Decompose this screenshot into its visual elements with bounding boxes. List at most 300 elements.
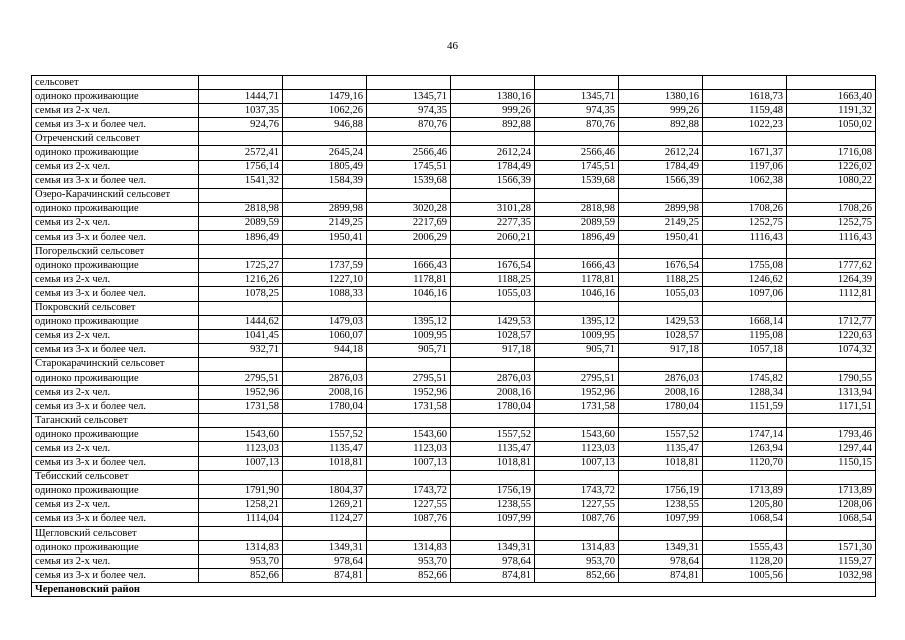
- value-cell: [787, 245, 876, 259]
- value-cell: 905,71: [367, 343, 451, 357]
- row-label: семья из 3-х и более чел.: [32, 231, 199, 245]
- value-cell: [367, 470, 451, 484]
- value-cell: 1745,82: [703, 371, 787, 385]
- value-cell: 932,71: [199, 343, 283, 357]
- value-cell: 2566,46: [367, 146, 451, 160]
- value-cell: [283, 132, 367, 146]
- value-cell: [451, 132, 535, 146]
- value-cell: 1663,40: [787, 90, 876, 104]
- value-cell: [283, 76, 367, 90]
- value-cell: 1791,90: [199, 484, 283, 498]
- value-cell: 1028,57: [619, 329, 703, 343]
- value-cell: 1952,96: [367, 386, 451, 400]
- value-cell: 1349,31: [283, 541, 367, 555]
- table-row: [32, 76, 876, 90]
- table-row: [32, 104, 876, 118]
- value-cell: [367, 414, 451, 428]
- value-cell: 1712,77: [787, 315, 876, 329]
- value-cell: 1037,35: [199, 104, 283, 118]
- page-number: 46: [447, 40, 458, 52]
- value-cell: 1804,37: [283, 484, 367, 498]
- value-cell: 870,76: [367, 118, 451, 132]
- value-cell: 1756,19: [619, 484, 703, 498]
- value-cell: [199, 76, 283, 90]
- value-cell: 1114,04: [199, 512, 283, 526]
- value-cell: 1584,39: [283, 174, 367, 188]
- value-cell: [199, 527, 283, 541]
- value-cell: 892,88: [451, 118, 535, 132]
- table-row: [32, 202, 876, 216]
- value-cell: 2876,03: [283, 371, 367, 385]
- value-cell: 1150,15: [787, 456, 876, 470]
- value-cell: [787, 414, 876, 428]
- value-cell: 1078,25: [199, 287, 283, 301]
- value-cell: [451, 76, 535, 90]
- value-cell: 1395,12: [535, 315, 619, 329]
- value-cell: 2876,03: [451, 371, 535, 385]
- value-cell: 1543,60: [199, 428, 283, 442]
- row-label: Таганский сельсовет: [32, 414, 199, 428]
- value-cell: 2006,29: [367, 231, 451, 245]
- value-cell: 1120,70: [703, 456, 787, 470]
- value-cell: [787, 301, 876, 315]
- district-header-row: [32, 583, 876, 597]
- row-label: семья из 2-х чел.: [32, 329, 199, 343]
- value-cell: [367, 301, 451, 315]
- value-cell: 1571,30: [787, 541, 876, 555]
- value-cell: 1018,81: [283, 456, 367, 470]
- value-cell: [451, 245, 535, 259]
- value-cell: 1227,10: [283, 273, 367, 287]
- value-cell: 1539,68: [535, 174, 619, 188]
- value-cell: 2089,59: [535, 216, 619, 230]
- value-cell: 1238,55: [451, 498, 535, 512]
- value-cell: 2612,24: [619, 146, 703, 160]
- value-cell: 1022,23: [703, 118, 787, 132]
- value-cell: 1780,04: [451, 400, 535, 414]
- row-label: семья из 3-х и более чел.: [32, 343, 199, 357]
- value-cell: 1018,81: [619, 456, 703, 470]
- value-cell: 870,76: [535, 118, 619, 132]
- value-cell: [451, 414, 535, 428]
- value-cell: [199, 132, 283, 146]
- value-cell: 1197,06: [703, 160, 787, 174]
- row-label: семья из 3-х и более чел.: [32, 118, 199, 132]
- table-row: [32, 569, 876, 583]
- value-cell: [703, 132, 787, 146]
- table-row: [32, 90, 876, 104]
- value-cell: 852,66: [367, 569, 451, 583]
- value-cell: [199, 357, 283, 371]
- value-cell: 1226,02: [787, 160, 876, 174]
- value-cell: 3101,28: [451, 202, 535, 216]
- value-cell: 1062,26: [283, 104, 367, 118]
- value-cell: 874,81: [619, 569, 703, 583]
- row-label: семья из 2-х чел.: [32, 216, 199, 230]
- value-cell: 1123,03: [199, 442, 283, 456]
- value-cell: 1566,39: [619, 174, 703, 188]
- value-cell: 1557,52: [451, 428, 535, 442]
- value-cell: 1007,13: [199, 456, 283, 470]
- table-row: [32, 343, 876, 357]
- value-cell: 1050,02: [787, 118, 876, 132]
- value-cell: 944,18: [283, 343, 367, 357]
- value-cell: 1784,49: [451, 160, 535, 174]
- value-cell: [367, 245, 451, 259]
- value-cell: 1952,96: [199, 386, 283, 400]
- value-cell: 1227,55: [535, 498, 619, 512]
- value-cell: [703, 470, 787, 484]
- value-cell: 1055,03: [619, 287, 703, 301]
- value-cell: 852,66: [535, 569, 619, 583]
- value-cell: 1731,58: [367, 400, 451, 414]
- value-cell: [283, 188, 367, 202]
- table-row: [32, 357, 876, 371]
- value-cell: [535, 188, 619, 202]
- value-cell: 1068,54: [703, 512, 787, 526]
- value-cell: [535, 132, 619, 146]
- value-cell: [283, 245, 367, 259]
- value-cell: 953,70: [367, 555, 451, 569]
- value-cell: 1743,72: [535, 484, 619, 498]
- value-cell: 999,26: [451, 104, 535, 118]
- tariff-table: [31, 75, 876, 597]
- value-cell: 3020,28: [367, 202, 451, 216]
- value-cell: 1731,58: [199, 400, 283, 414]
- value-cell: 1088,33: [283, 287, 367, 301]
- value-cell: 2008,16: [451, 386, 535, 400]
- value-cell: 1345,71: [367, 90, 451, 104]
- value-cell: 1539,68: [367, 174, 451, 188]
- row-label: одиноко проживающие: [32, 202, 199, 216]
- value-cell: 1745,51: [535, 160, 619, 174]
- table-row: [32, 456, 876, 470]
- value-cell: 1313,94: [787, 386, 876, 400]
- value-cell: 1543,60: [535, 428, 619, 442]
- value-cell: 1128,20: [703, 555, 787, 569]
- value-cell: 1713,89: [787, 484, 876, 498]
- value-cell: 2217,69: [367, 216, 451, 230]
- value-cell: [703, 245, 787, 259]
- value-cell: [703, 527, 787, 541]
- value-cell: 1041,45: [199, 329, 283, 343]
- value-cell: [535, 357, 619, 371]
- row-label: одиноко проживающие: [32, 541, 199, 555]
- value-cell: [535, 76, 619, 90]
- value-cell: 1159,48: [703, 104, 787, 118]
- value-cell: [199, 188, 283, 202]
- value-cell: 2060,21: [451, 231, 535, 245]
- value-cell: 1068,54: [787, 512, 876, 526]
- row-label: семья из 3-х и более чел.: [32, 287, 199, 301]
- row-label: семья из 2-х чел.: [32, 273, 199, 287]
- value-cell: 1666,43: [367, 259, 451, 273]
- value-cell: 1046,16: [535, 287, 619, 301]
- value-cell: 1208,06: [787, 498, 876, 512]
- value-cell: 1007,13: [535, 456, 619, 470]
- value-cell: 1395,12: [367, 315, 451, 329]
- table-row: [32, 174, 876, 188]
- value-cell: 2795,51: [535, 371, 619, 385]
- table-row: [32, 371, 876, 385]
- value-cell: 905,71: [535, 343, 619, 357]
- table-row: [32, 442, 876, 456]
- value-cell: [283, 527, 367, 541]
- value-cell: 2876,03: [619, 371, 703, 385]
- row-label: Щегловский сельсовет: [32, 527, 199, 541]
- table-row: [32, 245, 876, 259]
- value-cell: [451, 527, 535, 541]
- value-cell: 1055,03: [451, 287, 535, 301]
- row-label: одиноко проживающие: [32, 484, 199, 498]
- table-row: [32, 118, 876, 132]
- value-cell: 1246,62: [703, 273, 787, 287]
- value-cell: 1780,04: [283, 400, 367, 414]
- value-cell: 874,81: [283, 569, 367, 583]
- value-cell: 1557,52: [619, 428, 703, 442]
- value-cell: 1541,32: [199, 174, 283, 188]
- value-cell: 924,76: [199, 118, 283, 132]
- value-cell: 1479,16: [283, 90, 367, 104]
- value-cell: 1116,43: [703, 231, 787, 245]
- value-cell: 1097,99: [451, 512, 535, 526]
- value-cell: 1666,43: [535, 259, 619, 273]
- table-row: [32, 146, 876, 160]
- value-cell: 1124,27: [283, 512, 367, 526]
- value-cell: 1780,04: [619, 400, 703, 414]
- table-row: [32, 428, 876, 442]
- value-cell: 1159,27: [787, 555, 876, 569]
- value-cell: 978,64: [451, 555, 535, 569]
- value-cell: 1258,21: [199, 498, 283, 512]
- value-cell: 1444,71: [199, 90, 283, 104]
- table-row: [32, 386, 876, 400]
- value-cell: [535, 414, 619, 428]
- value-cell: 1713,89: [703, 484, 787, 498]
- value-cell: [619, 76, 703, 90]
- row-label: семья из 3-х и более чел.: [32, 400, 199, 414]
- value-cell: 2645,24: [283, 146, 367, 160]
- value-cell: 1349,31: [619, 541, 703, 555]
- value-cell: 1708,26: [703, 202, 787, 216]
- row-label: семья из 2-х чел.: [32, 386, 199, 400]
- value-cell: [283, 470, 367, 484]
- value-cell: 1429,53: [451, 315, 535, 329]
- value-cell: 1731,58: [535, 400, 619, 414]
- table-row: [32, 555, 876, 569]
- table-row: [32, 132, 876, 146]
- value-cell: 1429,53: [619, 315, 703, 329]
- table-row: [32, 329, 876, 343]
- value-cell: [787, 76, 876, 90]
- table-row: [32, 160, 876, 174]
- value-cell: [451, 470, 535, 484]
- value-cell: 2089,59: [199, 216, 283, 230]
- value-cell: [535, 245, 619, 259]
- value-cell: 1755,08: [703, 259, 787, 273]
- value-cell: [703, 301, 787, 315]
- table-body: [32, 76, 876, 597]
- value-cell: 2795,51: [367, 371, 451, 385]
- value-cell: 1543,60: [367, 428, 451, 442]
- value-cell: 1060,07: [283, 329, 367, 343]
- value-cell: [535, 527, 619, 541]
- value-cell: 1671,37: [703, 146, 787, 160]
- value-cell: [451, 188, 535, 202]
- value-cell: 1618,73: [703, 90, 787, 104]
- value-cell: 974,35: [367, 104, 451, 118]
- value-cell: [619, 188, 703, 202]
- value-cell: 1135,47: [619, 442, 703, 456]
- value-cell: [367, 76, 451, 90]
- value-cell: 1345,71: [535, 90, 619, 104]
- value-cell: 1178,81: [367, 273, 451, 287]
- value-cell: 1756,19: [451, 484, 535, 498]
- value-cell: 1557,52: [283, 428, 367, 442]
- table-row: [32, 470, 876, 484]
- value-cell: 946,88: [283, 118, 367, 132]
- value-cell: 1950,41: [283, 231, 367, 245]
- row-label: одиноко проживающие: [32, 315, 199, 329]
- value-cell: 1756,14: [199, 160, 283, 174]
- value-cell: 2795,51: [199, 371, 283, 385]
- value-cell: 1009,95: [367, 329, 451, 343]
- value-cell: 2149,25: [283, 216, 367, 230]
- value-cell: [703, 188, 787, 202]
- value-cell: 1188,25: [619, 273, 703, 287]
- value-cell: [787, 188, 876, 202]
- value-cell: 1087,76: [367, 512, 451, 526]
- value-cell: 1080,22: [787, 174, 876, 188]
- value-cell: 1005,56: [703, 569, 787, 583]
- value-cell: [703, 414, 787, 428]
- table-row: [32, 484, 876, 498]
- value-cell: [619, 357, 703, 371]
- value-cell: 1028,57: [451, 329, 535, 343]
- table-row: [32, 287, 876, 301]
- row-label: Отреченский сельсовет: [32, 132, 199, 146]
- value-cell: 1790,55: [787, 371, 876, 385]
- row-label: Покровский сельсовет: [32, 301, 199, 315]
- row-label: одиноко проживающие: [32, 428, 199, 442]
- value-cell: 2899,98: [283, 202, 367, 216]
- value-cell: 1252,75: [787, 216, 876, 230]
- value-cell: [199, 470, 283, 484]
- value-cell: 978,64: [283, 555, 367, 569]
- value-cell: 874,81: [451, 569, 535, 583]
- value-cell: 1566,39: [451, 174, 535, 188]
- value-cell: [283, 301, 367, 315]
- value-cell: 1087,76: [535, 512, 619, 526]
- value-cell: 1314,83: [367, 541, 451, 555]
- table-row: [32, 527, 876, 541]
- table-row: [32, 188, 876, 202]
- value-cell: 1195,08: [703, 329, 787, 343]
- row-label: семья из 3-х и более чел.: [32, 174, 199, 188]
- value-cell: 1178,81: [535, 273, 619, 287]
- table-row: [32, 259, 876, 273]
- row-label: Старокарачинский сельсовет: [32, 357, 199, 371]
- table-row: [32, 512, 876, 526]
- table-row: [32, 400, 876, 414]
- value-cell: 1297,44: [787, 442, 876, 456]
- value-cell: 1205,80: [703, 498, 787, 512]
- value-cell: 1314,83: [199, 541, 283, 555]
- value-cell: 2612,24: [451, 146, 535, 160]
- row-label: семья из 3-х и более чел.: [32, 569, 199, 583]
- value-cell: 1349,31: [451, 541, 535, 555]
- table-row: [32, 541, 876, 555]
- value-cell: [619, 245, 703, 259]
- table-row: [32, 315, 876, 329]
- value-cell: 1896,49: [535, 231, 619, 245]
- value-cell: 1116,43: [787, 231, 876, 245]
- value-cell: 1151,59: [703, 400, 787, 414]
- value-cell: 953,70: [199, 555, 283, 569]
- value-cell: 974,35: [535, 104, 619, 118]
- value-cell: 1793,46: [787, 428, 876, 442]
- value-cell: 1777,62: [787, 259, 876, 273]
- value-cell: 1555,43: [703, 541, 787, 555]
- value-cell: 2566,46: [535, 146, 619, 160]
- value-cell: 1737,59: [283, 259, 367, 273]
- value-cell: [367, 188, 451, 202]
- value-cell: 1227,55: [367, 498, 451, 512]
- value-cell: 2572,41: [199, 146, 283, 160]
- value-cell: 2277,35: [451, 216, 535, 230]
- row-label: Озеро-Карачинский сельсовет: [32, 188, 199, 202]
- row-label: Погорельский сельсовет: [32, 245, 199, 259]
- value-cell: 1314,83: [535, 541, 619, 555]
- value-cell: 1676,54: [619, 259, 703, 273]
- value-cell: 1668,14: [703, 315, 787, 329]
- value-cell: [619, 301, 703, 315]
- value-cell: 1074,32: [787, 343, 876, 357]
- value-cell: 1747,14: [703, 428, 787, 442]
- value-cell: 2818,98: [199, 202, 283, 216]
- district-title: Черепановский район: [32, 583, 876, 597]
- value-cell: 1123,03: [535, 442, 619, 456]
- value-cell: 1171,51: [787, 400, 876, 414]
- value-cell: 1097,06: [703, 287, 787, 301]
- value-cell: 1032,98: [787, 569, 876, 583]
- row-label: семья из 2-х чел.: [32, 498, 199, 512]
- value-cell: 1123,03: [367, 442, 451, 456]
- table-row: [32, 498, 876, 512]
- value-cell: 1009,95: [535, 329, 619, 343]
- value-cell: 892,88: [619, 118, 703, 132]
- value-cell: 1135,47: [283, 442, 367, 456]
- value-cell: 1380,16: [619, 90, 703, 104]
- row-label: одиноко проживающие: [32, 146, 199, 160]
- row-label: семья из 3-х и более чел.: [32, 456, 199, 470]
- value-cell: [199, 245, 283, 259]
- table-row: [32, 301, 876, 315]
- value-cell: 1745,51: [367, 160, 451, 174]
- value-cell: [787, 527, 876, 541]
- value-cell: [787, 470, 876, 484]
- row-label: сельсовет: [32, 76, 199, 90]
- value-cell: [283, 357, 367, 371]
- value-cell: 1220,63: [787, 329, 876, 343]
- value-cell: [619, 470, 703, 484]
- value-cell: [199, 414, 283, 428]
- value-cell: [787, 357, 876, 371]
- value-cell: 1097,99: [619, 512, 703, 526]
- value-cell: [619, 132, 703, 146]
- row-label: одиноко проживающие: [32, 90, 199, 104]
- row-label: семья из 2-х чел.: [32, 442, 199, 456]
